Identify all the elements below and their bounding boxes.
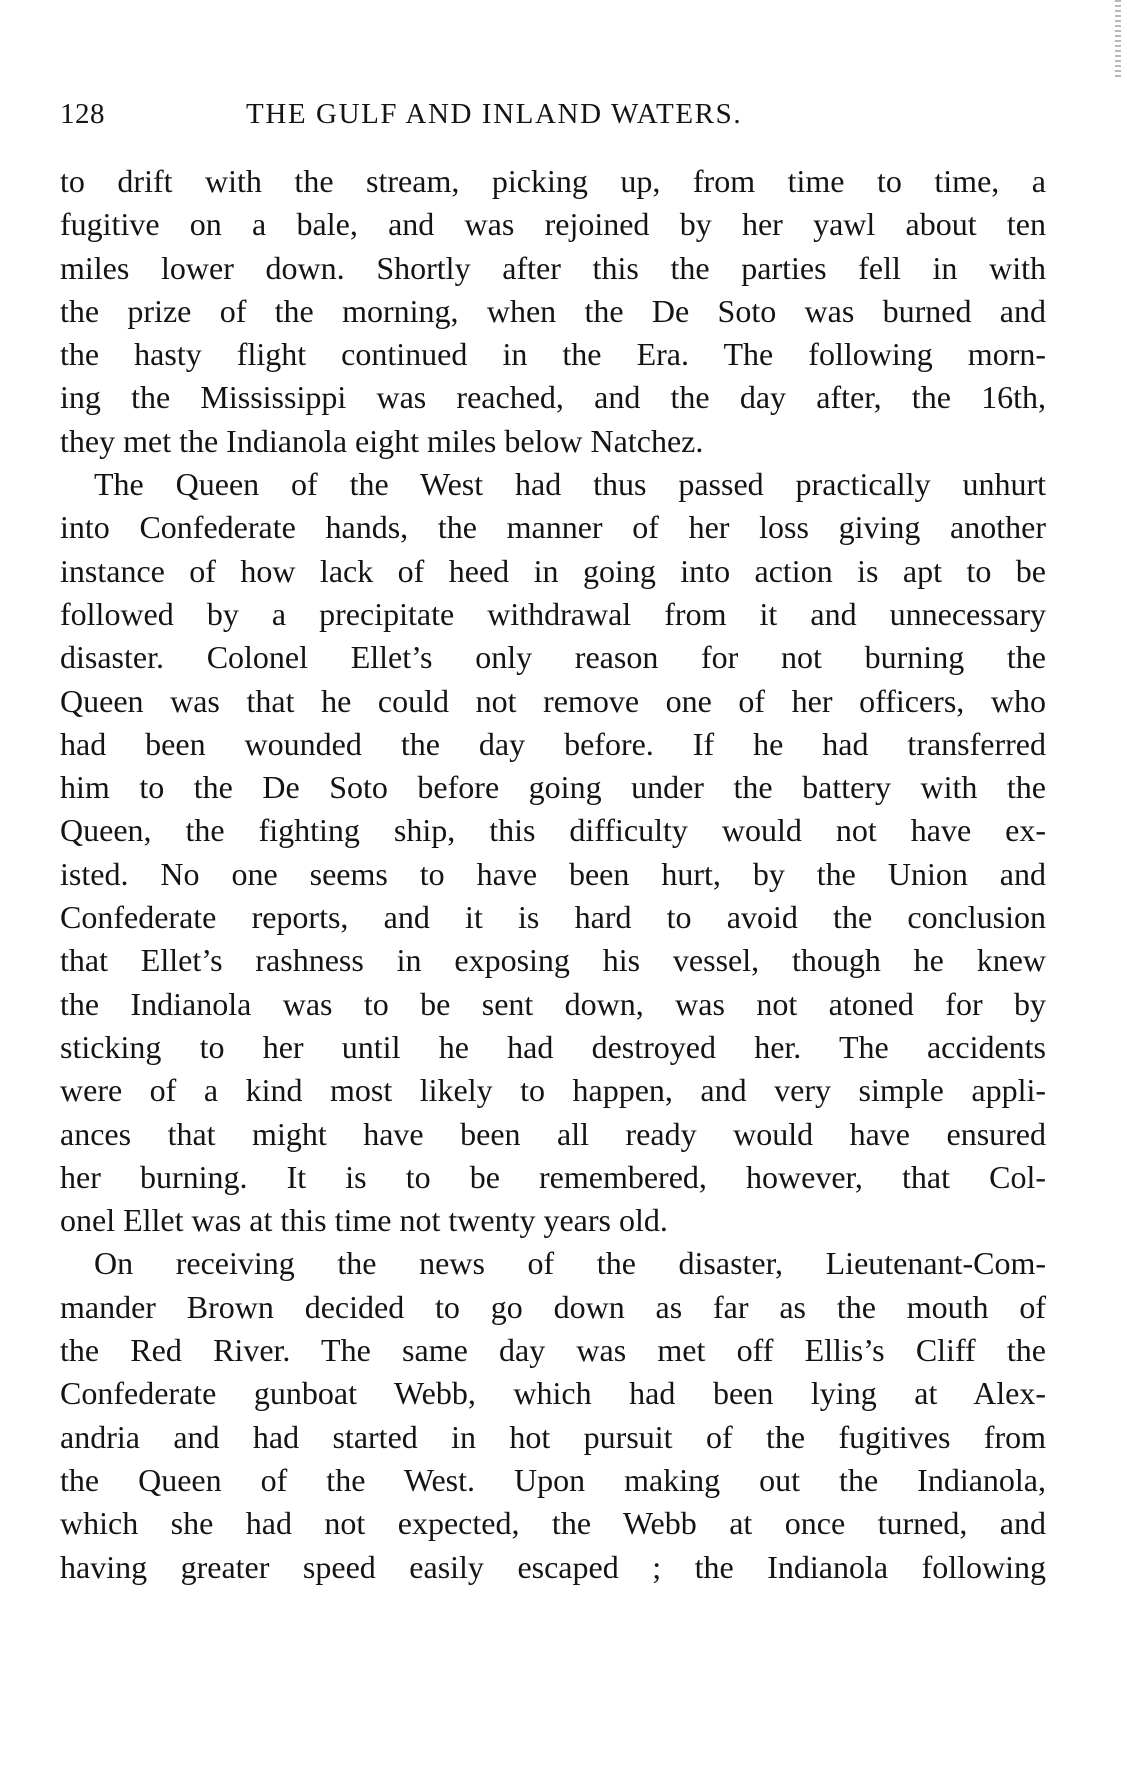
text-line: disaster. Colonel Ellet’s only reason for not burning the: [60, 639, 1046, 676]
text-line: onel Ellet was at this time not twenty years old.: [60, 1202, 668, 1239]
text-line: the Red River. The same day was met off Ellis’s Cliff the: [60, 1332, 1046, 1369]
text-line: isted. No one seems to have been hurt, by the Union and: [60, 855, 1046, 892]
text-line: which she had not expected, the Webb at once turned, and: [60, 1505, 1046, 1542]
text-line: Queen, the fighting ship, this difficulty would not have ex-: [60, 812, 1046, 849]
text-line: the Indianola was to be sent down, was not atoned for by: [60, 985, 1046, 1022]
text-line: the Queen of the West. Upon making out the Indianola,: [60, 1461, 1046, 1498]
running-title: THE GULF AND INLAND WATERS.: [246, 98, 743, 130]
text-line: him to the De Soto before going under the battery with the: [60, 769, 1046, 806]
text-line: that Ellet’s rashness in exposing his vessel, though he knew: [60, 942, 1046, 979]
text-line: into Confederate hands, the manner of her loss giving another: [60, 509, 1046, 546]
text-line: Confederate gunboat Webb, which had been lying at Alex-: [60, 1375, 1046, 1412]
text-line: fugitive on a bale, and was rejoined by her yawl about ten: [60, 206, 1046, 243]
text-line: were of a kind most likely to happen, and very simple appli-: [60, 1072, 1046, 1109]
text-line: The Queen of the West had thus passed practically unhurt: [94, 466, 1046, 503]
page-edge-marks: [1115, 0, 1121, 80]
text-line: ing the Mississippi was reached, and the day after, the 16th,: [60, 379, 1046, 416]
paragraph-1: [60, 160, 1046, 463]
text-line: followed by a precipitate withdrawal from it and unnecessary: [60, 595, 1046, 632]
running-head: [60, 98, 1060, 138]
body-text: [60, 160, 1046, 1589]
text-line: andria and had started in hot pursuit of the fugitives from: [60, 1418, 1046, 1455]
text-line: the hasty flight continued in the Era. The following morn-: [60, 336, 1046, 373]
text-line: On receiving the news of the disaster, Lieutenant-Com-: [94, 1245, 1046, 1282]
text-line: having greater speed easily escaped ; the Indianola following: [60, 1548, 1046, 1585]
text-line: they met the Indianola eight miles below Natchez.: [60, 422, 704, 459]
text-line: Queen was that he could not remove one of her officers, who: [60, 682, 1046, 719]
paragraph-3: [60, 1242, 1046, 1588]
text-line: had been wounded the day before. If he had transferred: [60, 725, 1046, 762]
paragraph-2: [60, 463, 1046, 1242]
text-line: ances that might have been all ready would have ensured: [60, 1115, 1046, 1152]
text-line: sticking to her until he had destroyed her. The accidents: [60, 1028, 1046, 1065]
text-line: Confederate reports, and it is hard to avoid the conclusion: [60, 899, 1046, 936]
text-line: her burning. It is to be remembered, however, that Col-: [60, 1158, 1046, 1195]
text-line: to drift with the stream, picking up, from time to time, a: [60, 163, 1046, 199]
text-line: miles lower down. Shortly after this the parties fell in with: [60, 249, 1046, 286]
page-number: 128: [60, 98, 105, 130]
text-line: instance of how lack of heed in going into action is apt to be: [60, 552, 1046, 589]
text-line: mander Brown decided to go down as far as the mouth of: [60, 1288, 1046, 1325]
text-line: the prize of the morning, when the De Soto was burned and: [60, 292, 1046, 329]
